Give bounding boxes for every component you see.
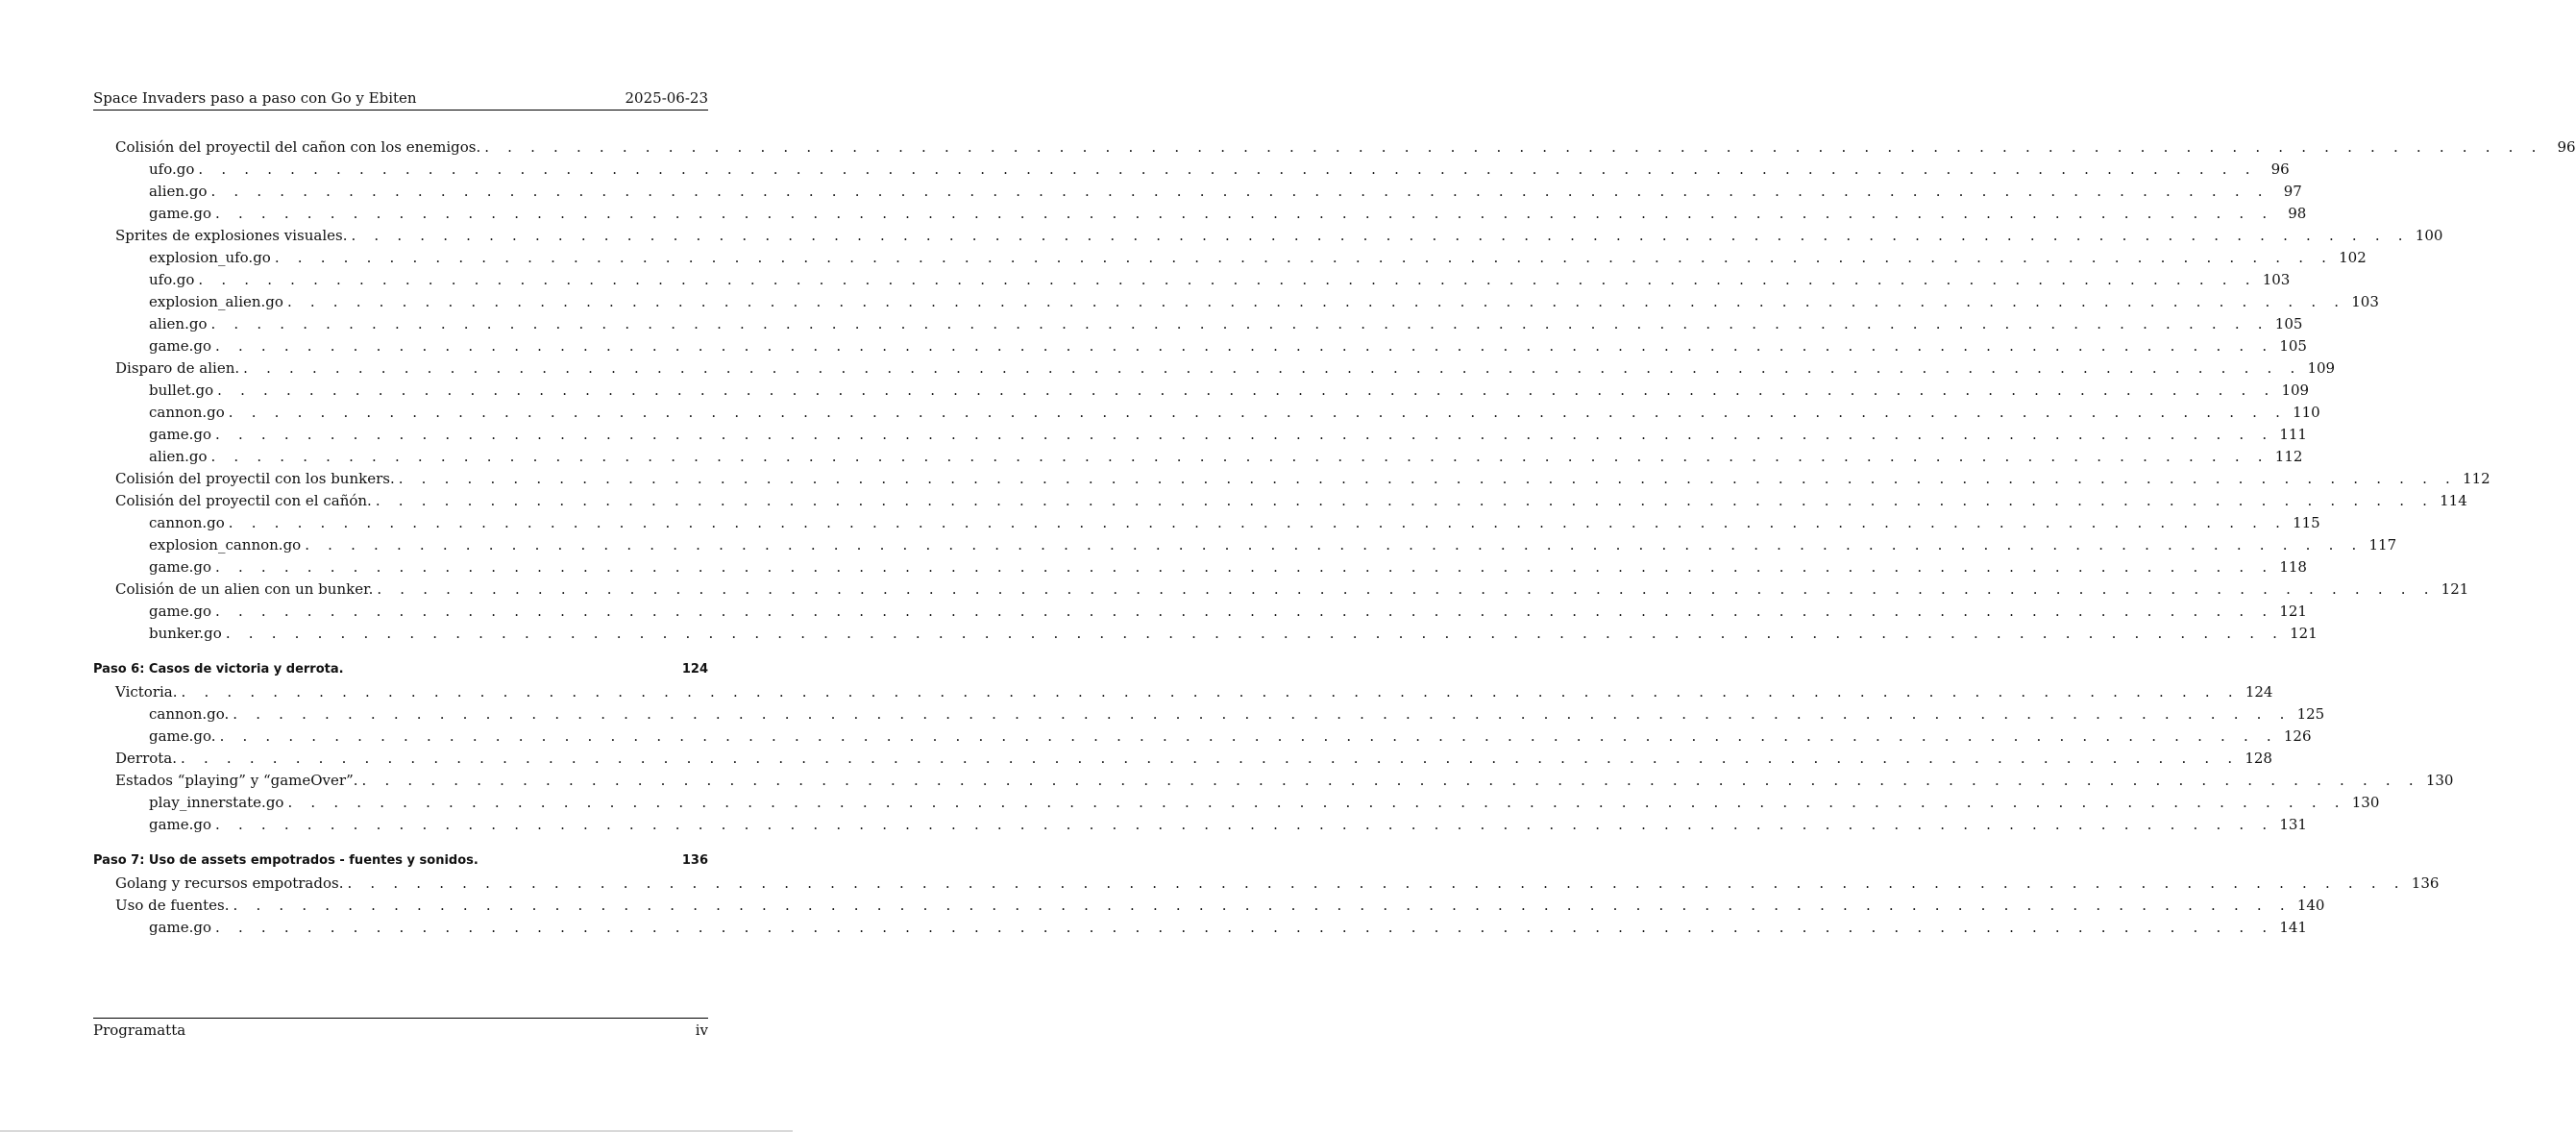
toc-page-number: 98 (2288, 205, 2307, 222)
toc-section-entry[interactable] (115, 895, 2325, 916)
toc-entry-label: explosion_ufo.go (149, 249, 271, 266)
toc-entry-label: bullet.go (149, 381, 214, 399)
toc-page-number: 105 (2279, 337, 2307, 355)
toc-subsection-entry[interactable] (149, 556, 2307, 578)
toc-entry-label: explosion_cannon.go (149, 536, 302, 554)
toc-entry-label: Colisión del proyectil con los bunkers. (115, 470, 395, 487)
toc-page-number: 128 (2245, 750, 2272, 767)
dot-leader: . . . . . . . . . . . . . . . . . . . . . . . . . . . . . . . . . . . . . . . . . . . . . . . . . . . . . . . . . . . . . . . . . . . . . . . . . . . . . . . . . . . . . . . . . . (228, 514, 2288, 531)
toc-subsection-entry[interactable] (149, 726, 2312, 747)
toc-page-number: 112 (2274, 448, 2303, 465)
toc-page-number: 141 (2279, 919, 2307, 936)
toc-part-entry[interactable] (93, 659, 708, 680)
dot-leader: . . . . . . . . . . . . . . . . . . . . . . . . . . . . . . . . . . . . . . . . . . . . . . . . . . . . . . . . . . . . . . . . . . . . . . . . . . . . . . . . . . . . . . . . . . (215, 816, 2274, 833)
toc-section-entry[interactable] (115, 468, 2490, 489)
dot-leader: . . . . . . . . . . . . . . . . . . . . . . . . . . . . . . . . . . . . . . . . . . . . . . . . . . . . . . . . . . . . . . . . . . . . . . . . . . . . . . . . . . . . . . . . . . (305, 536, 2364, 554)
toc-page-number: 112 (2463, 470, 2490, 487)
dot-leader: . . . . . . . . . . . . . . . . . . . . . . . . . . . . . . . . . . . . . . . . . . . . . . . . . . . . . . . . . . . . . . . . . . . . . . . . . . . . . . . . . . . . . . . . . . (181, 750, 2240, 767)
toc-entry-label: game.go (149, 205, 212, 222)
dot-leader: . . . . . . . . . . . . . . . . . . . . . . . . . . . . . . . . . . . . . . . . . . . . . . . . . . . . . . . . . . . . . . . . . . . . . . . . . . . . . . . . . . . . . . . . . . (233, 897, 2292, 914)
toc-page-number: 121 (2279, 603, 2307, 620)
toc-section-entry[interactable] (115, 490, 2467, 511)
toc-page-number: 136 (2411, 874, 2440, 892)
footer-author: Programatta (93, 1021, 186, 1039)
toc-page-number: 124 (2245, 683, 2273, 701)
dot-leader: . . . . . . . . . . . . . . . . . . . . . . . . . . . . . . . . . . . . . . . . . . . . . . . . . . . . . . . . . . . . . . . . . . . . . . . . . . . . . . . . . . . . . . . . . . (228, 404, 2288, 421)
dot-leader: . . . . . . . . . . . . . . . . . . . . . . . . . . . . . . . . . . . . . . . . . . . . . . . . . . . . . . . . . . . . . . . . . . . . . . . . . . . . . . . . . . . . . . . . . . (347, 874, 2406, 892)
toc-entry-label: game.go (149, 919, 212, 936)
dot-leader: . . . . . . . . . . . . . . . . . . . . . . . . . . . . . . . . . . . . . . . . . . . . . . . . . . . . . . . . . . . . . . . . . . . . . . . . . . . . . . . . . . . . . . . . . . (210, 448, 2269, 465)
dot-leader: . . . . . . . . . . . . . . . . . . . . . . . . . . . . . . . . . . . . . . . . . . . . . . . . . . . . . . . . . . . . . . . . . . . . . . . . . . . . . . . . . . . . . . . . . . (243, 359, 2302, 377)
dot-leader: . . . . . . . . . . . . . . . . . . . . . . . . . . . . . . . . . . . . . . . . . . . . . . . . . . . . . . . . . . . . . . . . . . . . . . . . . . . . . . . . . . . . . . . . . . (217, 381, 2276, 399)
toc-page-number: 130 (2425, 772, 2454, 789)
dot-leader: . . . . . . . . . . . . . . . . . . . . . . . . . . . . . . . . . . . . . . . . . . . . . . . . . . . . . . . . . . . . . . . . . . . . . . . . . . . . . . . . . . . . . . . . . . (210, 315, 2269, 332)
dot-leader: . . . . . . . . . . . . . . . . . . . . . . . . . . . . . . . . . . . . . . . . . . . . . . . . . . . . . . . . . . . . . . . . . . . . . . . . . . . . . . . . . . . . . . . . . . (274, 249, 2334, 266)
header-date: 2025-06-23 (625, 89, 708, 107)
dot-leader: . . . . . . . . . . . . . . . . . . . . . . . . . . . . . . . . . . . . . . . . . . . . . . . . . . . . . . . . . . . . . . . . . . . . . . . . . . . . . . . . . . . . . . . . . . (215, 337, 2274, 355)
dot-leader: . . . . . . . . . . . . . . . . . . . . . . . . . . . . . . . . . . . . . . . . . . . . . . . . . . . . . . . . . . . . . . . . . . . . . . . . . . . . . . . . . . . . . . . . . . (210, 183, 2269, 200)
toc-page-number: 97 (2283, 183, 2302, 200)
toc-page-number: 117 (2368, 536, 2397, 554)
dot-leader: . . . . . . . . . . . . . . . . . . . . . . . . . . . . . . . . . . . . . . . . . . . . . . . . . . . . . . . . . . . . . . . . . . . . . . . . . . . . . . . . . . . . . . . . . . (215, 558, 2274, 576)
toc-page-number: 103 (2262, 271, 2291, 288)
toc-entry-label: ufo.go (149, 271, 195, 288)
toc-entry-label: Golang y recursos empotrados. (115, 874, 344, 892)
toc-entry-label: Uso de fuentes. (115, 897, 230, 914)
toc-subsection-entry[interactable] (149, 247, 2367, 268)
book-title: Space Invaders paso a paso con Go y Ebiten (93, 89, 417, 107)
toc-entry-label: game.go (149, 603, 212, 620)
dot-leader: . . . . . . . . . . . . . . . . . . . . . . . . . . . . . . . . . . . . . . . . . . . . . . . . . . . . . . . . . . . . . . . . . . . . . . . . . . . . . . . . . . . . . . . . . . (233, 705, 2292, 723)
toc-page-number: 131 (2279, 816, 2307, 833)
toc-entry-label: game.go (149, 337, 212, 355)
dot-leader: . . . . . . . . . . . . . . . . . . . . . . . . . . . . . . . . . . . . . . . . . . . . . . . . . . . . . . . . . . . . . . . . . . . . . . . . . . . . . . . . . . . . . . . . . . (225, 625, 2285, 642)
dot-leader: . . . . . . . . . . . . . . . . . . . . . . . . . . . . . . . . . . . . . . . . . . . . . . . . . . . . . . . . . . . . . . . . . . . . . . . . . . . . . . . . . . . . . . . . . . (484, 138, 2543, 156)
toc-section-entry[interactable] (115, 770, 2454, 791)
toc-section-entry[interactable] (115, 748, 2272, 769)
toc-entry-label: Colisión del proyectil con el cañón. (115, 492, 372, 509)
dot-leader: . . . . . . . . . . . . . . . . . . . . . . . . . . . . . . . . . . . . . . . . . . . . . . . . . . . . . . . . . . . . . . . . . . . . . . . . . . . . . . . . . . . . . . . . . . (361, 772, 2420, 789)
toc-subsection-entry[interactable] (149, 424, 2307, 445)
dot-leader: . . . . . . . . . . . . . . . . . . . . . . . . . . . . . . . . . . . . . . . . . . . . . . . . . . . . . . . . . . . . . . . . . . . . . . . . . . . . . . . . . . . . . . . . . . (215, 919, 2274, 936)
toc-entry-label: Colisión del proyectil del cañon con los enemigos. (115, 138, 481, 156)
toc-page-number: 126 (2283, 727, 2312, 745)
toc-entry-label: Estados “playing” y “gameOver”. (115, 772, 358, 789)
toc-subsection-entry[interactable] (149, 335, 2307, 357)
toc-subsection-entry[interactable] (149, 601, 2307, 622)
toc-subsection-entry[interactable] (149, 313, 2303, 334)
toc-subsection-entry[interactable] (149, 402, 2320, 423)
toc-subsection-entry[interactable] (149, 917, 2307, 938)
toc-entry-label: cannon.go (149, 514, 225, 531)
toc-page-number: 124 (681, 662, 708, 677)
toc-section-entry[interactable] (115, 225, 2443, 246)
dot-leader: . . . . . . . . . . . . . . . . . . . . . . . . . . . . . . . . . . . . . . . . . . . . . . . . . . . . . . . . . . . . . . . . . . . . . . . . . . . . . . . . . . . . . . . . . . (286, 293, 2346, 310)
toc-entry-label: explosion_alien.go (149, 293, 283, 310)
toc-page-number: 115 (2293, 514, 2320, 531)
dot-leader: . . . . . . . . . . . . . . . . . . . . . . . . . . . . . . . . . . . . . . . . . . . . . . . . . . . . . . . . . . . . . . . . . . . . . . . . . . . . . . . . . . . . . . . . . . (377, 580, 2436, 598)
dot-leader: . . . . . . . . . . . . . . . . . . . . . . . . . . . . . . . . . . . . . . . . . . . . . . . . . . . . . . . . . . . . . . . . . . . . . . . . . . . . . . . . . . . . . . . . . . (398, 470, 2458, 487)
toc-subsection-entry[interactable] (149, 623, 2318, 644)
toc-section-entry[interactable] (115, 873, 2440, 894)
toc-page-number: 114 (2440, 492, 2467, 509)
running-header (93, 88, 708, 110)
toc-section-entry[interactable] (115, 357, 2336, 379)
toc-page-number: 105 (2274, 315, 2303, 332)
toc-page-number: 110 (2293, 404, 2320, 421)
dot-leader: . . . . . . . . . . . . . . . . . . . . . . . . . . . . . . . . . . . . . . . . . . . . . . . . . . . . . . . . . . . . . . . . . . . . . . . . . . . . . . . . . . . . . . . . . . (351, 227, 2410, 244)
toc-page-number: 136 (681, 853, 708, 868)
toc-page-number: 109 (2307, 359, 2336, 377)
dot-leader: . . . . . . . . . . . . . . . . . . . . . . . . . . . . . . . . . . . . . . . . . . . . . . . . . . . . . . . . . . . . . . . . . . . . . . . . . . . . . . . . . . . . . . . . . . (198, 271, 2257, 288)
toc-entry-label: game.go (149, 426, 212, 443)
toc-page-number: 121 (2290, 625, 2318, 642)
toc-subsection-entry[interactable] (149, 291, 2379, 312)
dot-leader: . . . . . . . . . . . . . . . . . . . . . . . . . . . . . . . . . . . . . . . . . . . . . . . . . . . . . . . . . . . . . . . . . . . . . . . . . . . . . . . . . . . . . . . . . . (375, 492, 2435, 509)
toc-entry-label: ufo.go (149, 160, 195, 178)
toc-page-number: 125 (2296, 705, 2325, 723)
toc-subsection-entry[interactable] (149, 512, 2320, 533)
toc-subsection-entry[interactable] (149, 792, 2380, 813)
toc-entry-label: Colisión de un alien con un bunker. (115, 580, 374, 598)
toc-entry-label: cannon.go (149, 404, 225, 421)
toc-page-number: 103 (2351, 293, 2379, 310)
toc-page-number: 100 (2415, 227, 2443, 244)
dot-leader: . . . . . . . . . . . . . . . . . . . . . . . . . . . . . . . . . . . . . . . . . . . . . . . . . . . . . . . . . . . . . . . . . . . . . . . . . . . . . . . . . . . . . . . . . . (215, 426, 2274, 443)
header-rule (93, 110, 708, 111)
toc-subsection-entry[interactable] (149, 380, 2310, 401)
toc-page-number: 96 (2557, 138, 2576, 156)
toc-subsection-entry[interactable] (149, 159, 2290, 180)
toc-section-entry[interactable] (115, 136, 2576, 158)
toc-entry-label: game.go. (149, 727, 216, 745)
toc-entry-label: game.go (149, 816, 212, 833)
running-footer (93, 1021, 708, 1042)
toc-part-entry[interactable] (93, 850, 708, 872)
toc-page-number: 96 (2270, 160, 2290, 178)
toc-page-number: 130 (2351, 794, 2380, 811)
toc-entry-label: play_innerstate.go (149, 794, 284, 811)
dot-leader: . . . . . . . . . . . . . . . . . . . . . . . . . . . . . . . . . . . . . . . . . . . . . . . . . . . . . . . . . . . . . . . . . . . . . . . . . . . . . . . . . . . . . . . . . . (198, 160, 2257, 178)
toc-entry-label: Derrota. (115, 750, 178, 767)
toc-subsection-entry[interactable] (149, 269, 2291, 290)
dot-leader: . . . . . . . . . . . . . . . . . . . . . . . . . . . . . . . . . . . . . . . . . . . . . . . . . . . . . . . . . . . . . . . . . . . . . . . . . . . . . . . . . . . . . . . . . . (215, 205, 2274, 222)
toc-entry-label: Sprites de explosiones visuales. (115, 227, 348, 244)
toc-subsection-entry[interactable] (149, 814, 2307, 835)
toc-entry-label: Paso 7: Uso de assets empotrados - fuentes y sonidos. (93, 853, 478, 868)
toc-page-number: 102 (2339, 249, 2367, 266)
toc-page-number: 111 (2279, 426, 2307, 443)
toc-entry-label: alien.go (149, 448, 208, 465)
toc-section-entry[interactable] (115, 681, 2273, 702)
toc-page-number: 109 (2281, 381, 2310, 399)
toc-entry-label: cannon.go. (149, 705, 230, 723)
toc-subsection-entry[interactable] (149, 203, 2307, 224)
toc-page-number: 140 (2296, 897, 2325, 914)
toc-entry-label: alien.go (149, 183, 208, 200)
footer-page-number: iv (695, 1021, 708, 1039)
dot-leader: . . . . . . . . . . . . . . . . . . . . . . . . . . . . . . . . . . . . . . . . . . . . . . . . . . . . . . . . . . . . . . . . . . . . . . . . . . . . . . . . . . . . . . . . . . (287, 794, 2346, 811)
dot-leader: . . . . . . . . . . . . . . . . . . . . . . . . . . . . . . . . . . . . . . . . . . . . . . . . . . . . . . . . . . . . . . . . . . . . . . . . . . . . . . . . . . . . . . . . . . (215, 603, 2274, 620)
toc-subsection-entry[interactable] (149, 181, 2302, 202)
dot-leader: . . . . . . . . . . . . . . . . . . . . . . . . . . . . . . . . . . . . . . . . . . . . . . . . . . . . . . . . . . . . . . . . . . . . . . . . . . . . . . . . . . . . . . . . . . (181, 683, 2240, 701)
toc-subsection-entry[interactable] (149, 534, 2397, 555)
toc-page-number: 118 (2279, 558, 2307, 576)
toc-subsection-entry[interactable] (149, 703, 2325, 725)
toc-page-number: 121 (2441, 580, 2469, 598)
toc-entry-label: bunker.go (149, 625, 222, 642)
footer-rule (93, 1018, 708, 1019)
toc-entry-label: game.go (149, 558, 212, 576)
toc-entry-label: Victoria. (115, 683, 178, 701)
toc-entry-label: Disparo de alien. (115, 359, 240, 377)
toc-entry-label: Paso 6: Casos de victoria y derrota. (93, 662, 344, 677)
toc-entry-label: alien.go (149, 315, 208, 332)
toc-subsection-entry[interactable] (149, 446, 2303, 467)
toc-section-entry[interactable] (115, 578, 2469, 600)
dot-leader: . . . . . . . . . . . . . . . . . . . . . . . . . . . . . . . . . . . . . . . . . . . . . . . . . . . . . . . . . . . . . . . . . . . . . . . . . . . . . . . . . . . . . . . . . . (219, 727, 2278, 745)
